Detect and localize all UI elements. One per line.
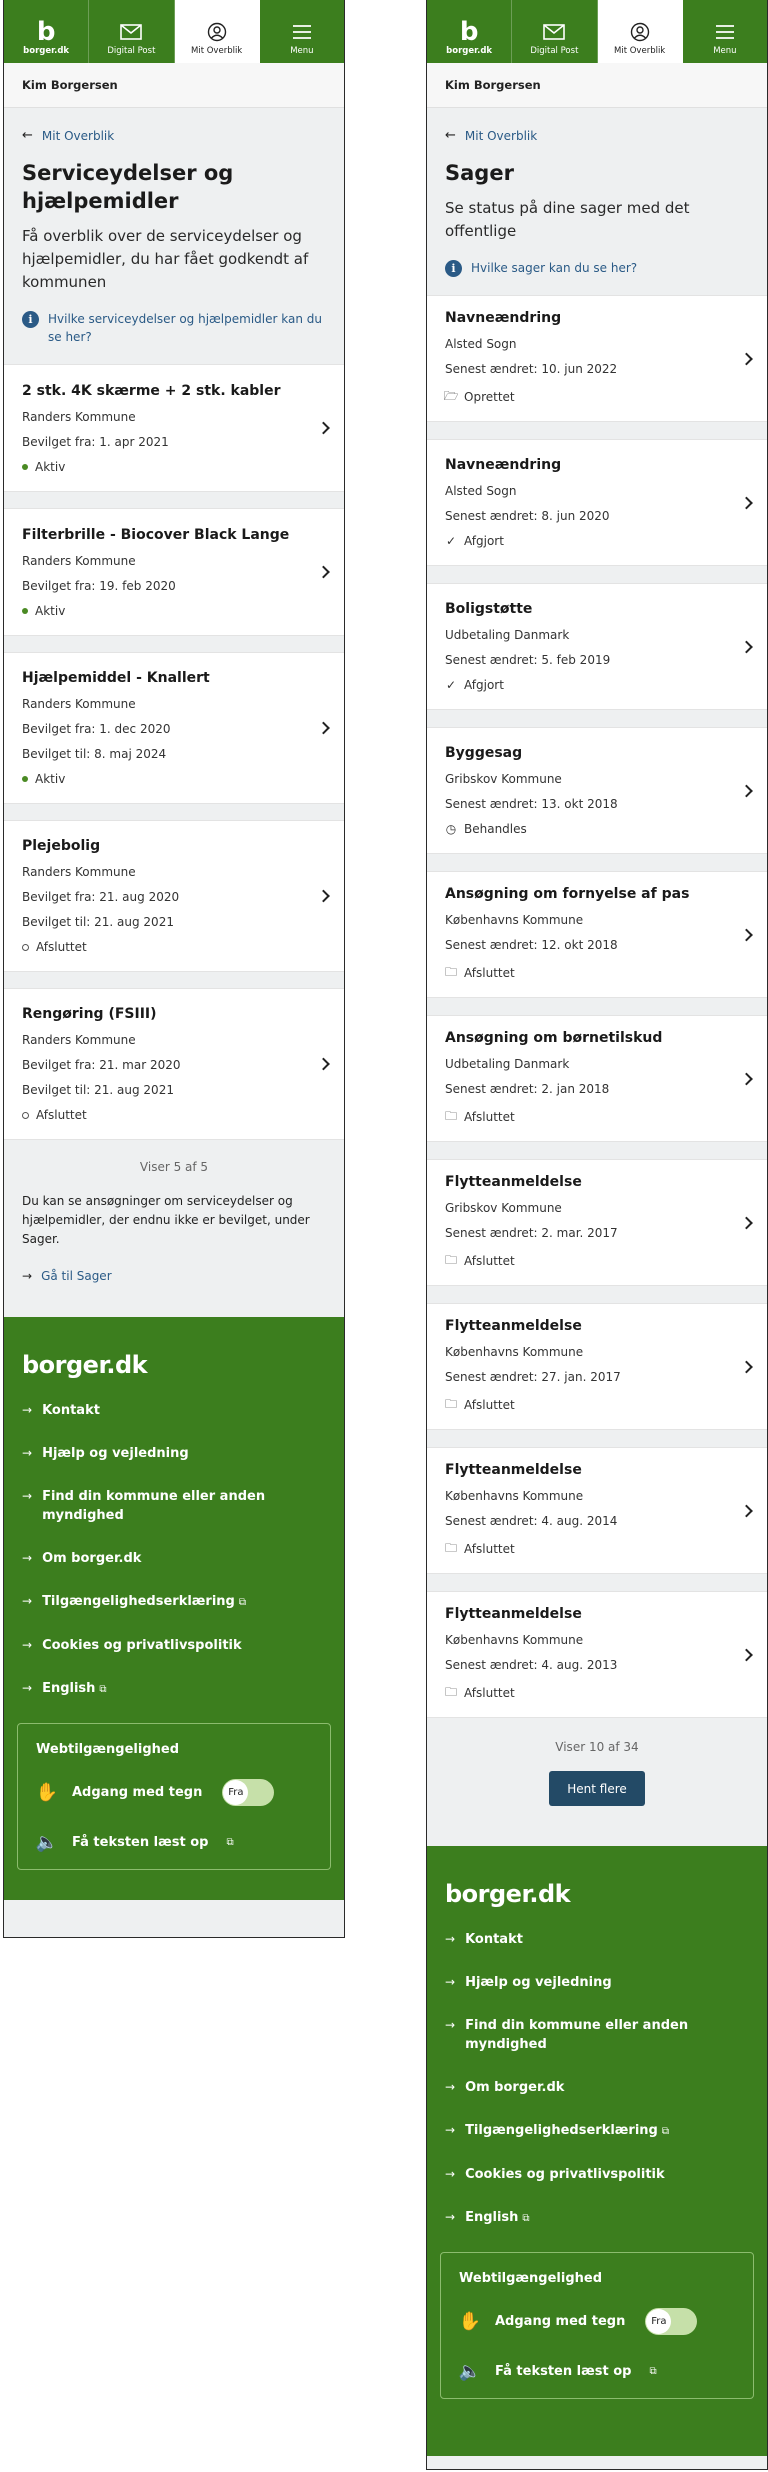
item-to: Bevilget til: 21. aug 2021 bbox=[22, 1083, 174, 1097]
item-org: Randers Kommune bbox=[22, 697, 136, 711]
footer-link-about[interactable] bbox=[22, 1549, 326, 1568]
back-link-label: Mit Overblik bbox=[464, 128, 538, 143]
footer-link-accessibility[interactable] bbox=[22, 1592, 326, 1612]
arrow-right-icon: → bbox=[445, 1975, 456, 1989]
external-link-icon: ⧉ bbox=[99, 1684, 107, 1695]
footer-link-label: Om borger.dk bbox=[465, 2080, 565, 2095]
folder-open-icon: 🗁 bbox=[443, 388, 459, 403]
page-title: Sager bbox=[445, 161, 514, 185]
arrow-left-icon: ← bbox=[445, 128, 456, 143]
item-to: Bevilget til: 21. aug 2021 bbox=[22, 915, 174, 929]
item-org: Gribskov Kommune bbox=[445, 772, 562, 786]
footer-link-label: Kontakt bbox=[465, 1932, 523, 1947]
left-screen bbox=[3, 0, 345, 1938]
footer-link-label: English bbox=[465, 2210, 519, 2225]
list-item[interactable] bbox=[427, 1159, 767, 1286]
status bbox=[445, 1251, 727, 1272]
chevron-right-icon bbox=[740, 1216, 753, 1229]
status-label: Afgjort bbox=[464, 534, 504, 548]
status-label: Afsluttet bbox=[464, 1110, 515, 1124]
list-item[interactable] bbox=[427, 727, 767, 854]
item-changed: Senest ændret: 5. feb 2019 bbox=[445, 653, 611, 667]
result-count: Viser 5 af 5 bbox=[139, 1160, 209, 1174]
item-title: 2 stk. 4K skærme + 2 stk. kabler bbox=[22, 382, 281, 399]
item-title: Navneændring bbox=[445, 457, 562, 473]
footer bbox=[427, 1846, 767, 2456]
services-list bbox=[4, 364, 344, 1140]
chevron-right-icon bbox=[740, 928, 753, 941]
status bbox=[445, 963, 727, 984]
status-label: Afsluttet bbox=[464, 1254, 515, 1268]
item-changed: Senest ændret: 12. okt 2018 bbox=[445, 937, 618, 952]
list-item[interactable] bbox=[427, 295, 767, 422]
footer-link-label: Om borger.dk bbox=[42, 1551, 142, 1566]
back-link[interactable] bbox=[22, 128, 326, 143]
arrow-right-icon: → bbox=[445, 2080, 456, 2094]
nav-digital-post[interactable] bbox=[512, 0, 597, 63]
item-to: Bevilget til: 8. maj 2024 bbox=[22, 747, 167, 761]
closed-dot-icon bbox=[22, 1112, 29, 1119]
nav-home[interactable] bbox=[4, 0, 89, 63]
borger-logo-icon: b bbox=[36, 17, 56, 47]
status bbox=[22, 460, 304, 474]
external-link-icon: ⧉ bbox=[238, 1597, 247, 1608]
intro-section bbox=[427, 108, 767, 295]
item-title: Flytteanmeldelse bbox=[445, 1605, 582, 1622]
footer-link-kontakt[interactable] bbox=[22, 1401, 326, 1420]
read-aloud-row[interactable] bbox=[459, 2361, 735, 2382]
nav-menu[interactable] bbox=[260, 0, 344, 63]
hamburger-icon bbox=[292, 21, 312, 43]
folder-icon: 🗀 bbox=[445, 1396, 458, 1411]
nav-mit-overblik[interactable] bbox=[175, 0, 260, 63]
clock-icon: ◷ bbox=[445, 822, 457, 836]
list-item[interactable] bbox=[4, 508, 344, 636]
item-title: Navneændring bbox=[445, 309, 562, 326]
status bbox=[445, 1539, 727, 1560]
footer-link-label: Kontakt bbox=[42, 1403, 100, 1418]
footer-link-accessibility[interactable] bbox=[445, 2121, 749, 2141]
active-dot-icon bbox=[22, 776, 28, 782]
footer-link-label: Cookies og privatlivspolitik bbox=[465, 2167, 665, 2182]
chevron-right-icon bbox=[317, 890, 330, 903]
sign-language-label: Adgang med tegn bbox=[72, 1785, 203, 1800]
item-org: Københavns Kommune bbox=[445, 1488, 584, 1503]
list-item[interactable] bbox=[4, 652, 344, 804]
status-label: Aktiv bbox=[35, 459, 66, 474]
applications-note: Du kan se ansøgninger om serviceydelser og hjælpemidler, der endnu ikke er bevilget, under Sager. bbox=[22, 1194, 310, 1246]
item-changed: Senest ændret: 10. jun 2022 bbox=[445, 361, 618, 376]
folder-icon: 🗀 bbox=[445, 1684, 458, 1699]
footer-links bbox=[17, 1401, 331, 1699]
status-label: Oprettet bbox=[464, 390, 515, 404]
footer-link-english[interactable] bbox=[22, 1679, 326, 1699]
external-link-icon: ⧉ bbox=[226, 1837, 234, 1848]
speaker-icon: 🔈 bbox=[35, 1832, 59, 1853]
chevron-right-icon bbox=[317, 1058, 330, 1071]
footer-link-cookies[interactable] bbox=[445, 2165, 749, 2184]
back-link[interactable] bbox=[445, 128, 749, 143]
info-link-label: Hvilke sager kan du se her? bbox=[471, 261, 638, 275]
item-org: Københavns Kommune bbox=[445, 912, 584, 927]
chevron-right-icon bbox=[317, 422, 330, 435]
top-navigation bbox=[4, 0, 344, 63]
folder-icon: 🗀 bbox=[445, 964, 458, 979]
item-changed: Senest ændret: 2. jan 2018 bbox=[445, 1081, 610, 1096]
accessibility-box bbox=[17, 1723, 331, 1870]
info-link[interactable] bbox=[22, 310, 326, 346]
nav-home-label: borger.dk bbox=[23, 46, 70, 56]
item-org: Randers Kommune bbox=[22, 409, 136, 424]
active-dot-icon bbox=[22, 608, 28, 614]
list-item[interactable] bbox=[427, 1015, 767, 1142]
user-icon bbox=[207, 21, 227, 43]
arrow-right-icon: → bbox=[22, 1446, 33, 1460]
status bbox=[445, 1395, 727, 1416]
item-title: Flytteanmeldelse bbox=[445, 1461, 582, 1478]
arrow-right-icon: → bbox=[22, 1681, 33, 1695]
sign-language-row[interactable] bbox=[36, 1779, 312, 1806]
intro-section bbox=[4, 108, 344, 364]
item-org: Udbetaling Danmark bbox=[445, 1056, 570, 1071]
footer bbox=[4, 1317, 344, 1900]
arrow-right-icon: → bbox=[445, 2018, 456, 2032]
list-item[interactable] bbox=[4, 820, 344, 972]
item-from: Bevilget fra: 21. aug 2020 bbox=[22, 890, 180, 904]
status bbox=[445, 534, 727, 548]
status bbox=[22, 1108, 304, 1122]
status bbox=[445, 678, 727, 692]
goto-cases-label: Gå til Sager bbox=[41, 1269, 112, 1283]
chevron-right-icon bbox=[740, 496, 753, 509]
status bbox=[445, 387, 727, 408]
footer-link-label: Tilgængelighedserklæring bbox=[42, 1594, 235, 1609]
external-link-icon: ⧉ bbox=[522, 2213, 530, 2224]
item-from: Bevilget fra: 1. apr 2021 bbox=[22, 434, 169, 449]
status bbox=[22, 604, 304, 618]
status bbox=[445, 822, 727, 836]
status-label: Behandles bbox=[464, 822, 527, 836]
item-changed: Senest ændret: 27. jan. 2017 bbox=[445, 1369, 621, 1384]
item-from: Bevilget fra: 19. feb 2020 bbox=[22, 578, 176, 593]
list-item[interactable] bbox=[4, 988, 344, 1140]
footer-link-kontakt[interactable] bbox=[445, 1930, 749, 1949]
folder-icon: 🗀 bbox=[445, 1108, 458, 1123]
nav-menu[interactable] bbox=[683, 0, 767, 63]
status-label: Afsluttet bbox=[36, 940, 87, 954]
page-description: Få overblik over de serviceydelser og hjælpemidler, du har fået godkendt af kommunen bbox=[22, 227, 309, 291]
info-link[interactable] bbox=[445, 259, 749, 277]
item-changed: Senest ændret: 8. jun 2020 bbox=[445, 509, 610, 523]
arrow-right-icon: → bbox=[22, 1638, 33, 1652]
item-changed: Senest ændret: 2. mar. 2017 bbox=[445, 1225, 618, 1240]
chevron-right-icon bbox=[317, 722, 330, 735]
status bbox=[445, 1683, 727, 1704]
accessibility-box bbox=[440, 2252, 754, 2399]
user-name: Kim Borgersen bbox=[4, 63, 344, 108]
chevron-right-icon bbox=[740, 1072, 753, 1085]
sign-language-label: Adgang med tegn bbox=[495, 2314, 626, 2329]
item-title: Byggesag bbox=[445, 745, 523, 761]
footer-link-find-kommune[interactable] bbox=[22, 1487, 326, 1525]
footer-link-help[interactable] bbox=[22, 1444, 326, 1463]
arrow-right-icon: → bbox=[445, 1932, 456, 1946]
item-title: Flytteanmeldelse bbox=[445, 1173, 582, 1190]
cases-list bbox=[427, 295, 767, 1718]
status-label: Afgjort bbox=[464, 678, 504, 692]
item-title: Rengøring (FSIII) bbox=[22, 1006, 157, 1022]
arrow-right-icon: → bbox=[22, 1594, 33, 1608]
item-title: Filterbrille - Biocover Black Lange bbox=[22, 526, 290, 543]
toggle-knob-label: Fra bbox=[646, 2309, 671, 2334]
chevron-right-icon bbox=[317, 566, 330, 579]
nav-digital-post-label: Digital Post bbox=[107, 46, 156, 56]
status-label: Afsluttet bbox=[464, 1398, 515, 1412]
list-item[interactable] bbox=[427, 1303, 767, 1430]
arrow-left-icon: ← bbox=[22, 128, 33, 143]
folder-icon: 🗀 bbox=[445, 1252, 458, 1267]
read-aloud-label: Få teksten læst op bbox=[72, 1835, 209, 1850]
right-screen bbox=[426, 0, 768, 2470]
item-title: Hjælpemiddel - Knallert bbox=[22, 670, 210, 686]
item-org: Alsted Sogn bbox=[445, 336, 517, 351]
item-changed: Senest ændret: 13. okt 2018 bbox=[445, 797, 618, 811]
item-title: Ansøgning om fornyelse af pas bbox=[445, 885, 690, 902]
footer-link-english[interactable] bbox=[445, 2208, 749, 2228]
list-item[interactable] bbox=[427, 1447, 767, 1574]
back-link-label: Mit Overblik bbox=[41, 128, 115, 143]
status-label: Aktiv bbox=[35, 772, 66, 786]
nav-mit-overblik[interactable] bbox=[598, 0, 683, 63]
list-item[interactable] bbox=[427, 1591, 767, 1718]
footer-links bbox=[440, 1930, 754, 2228]
item-changed: Senest ændret: 4. aug. 2014 bbox=[445, 1513, 618, 1528]
closed-dot-icon bbox=[22, 944, 29, 951]
borger-logo-icon: b bbox=[459, 17, 479, 47]
arrow-right-icon: → bbox=[22, 1489, 33, 1503]
external-link-icon: ⧉ bbox=[661, 2126, 670, 2137]
sign-language-toggle[interactable] bbox=[645, 2308, 697, 2335]
item-org: Randers Kommune bbox=[22, 865, 136, 879]
nav-mit-overblik-label: Mit Overblik bbox=[614, 46, 666, 56]
chevron-right-icon bbox=[740, 352, 753, 365]
page-title: Serviceydelser og hjælpemidler bbox=[22, 161, 234, 213]
arrow-right-icon: → bbox=[445, 2123, 456, 2137]
nav-mit-overblik-label: Mit Overblik bbox=[191, 46, 243, 56]
arrow-right-icon: → bbox=[22, 1551, 33, 1565]
item-org: Københavns Kommune bbox=[445, 1632, 584, 1647]
status-label: Aktiv bbox=[35, 603, 66, 618]
list-item[interactable] bbox=[427, 439, 767, 566]
footer-link-label: English bbox=[42, 1681, 96, 1696]
item-org: Udbetaling Danmark bbox=[445, 628, 570, 642]
sign-language-icon: ✋ bbox=[458, 2311, 482, 2332]
folder-icon: 🗀 bbox=[445, 1540, 458, 1555]
item-org: Gribskov Kommune bbox=[445, 1200, 562, 1215]
info-icon: i bbox=[22, 311, 39, 328]
list-item[interactable] bbox=[427, 583, 767, 710]
read-aloud-row[interactable] bbox=[36, 1832, 312, 1853]
footer-link-label: Tilgængelighedserklæring bbox=[465, 2123, 658, 2138]
status-label: Afsluttet bbox=[464, 1542, 515, 1556]
check-icon: ✓ bbox=[445, 678, 457, 692]
footer-link-label: Find din kommune eller anden myndighed bbox=[42, 1489, 266, 1523]
item-title: Boligstøtte bbox=[445, 601, 533, 617]
chevron-right-icon bbox=[740, 1504, 753, 1517]
footer-link-label: Find din kommune eller anden myndighed bbox=[465, 2018, 689, 2052]
item-org: Alsted Sogn bbox=[445, 484, 517, 498]
nav-digital-post[interactable] bbox=[89, 0, 174, 63]
footer-link-about[interactable] bbox=[445, 2078, 749, 2097]
item-title: Ansøgning om børnetilskud bbox=[445, 1029, 663, 1046]
page-description: Se status på dine sager med det offentlige bbox=[445, 199, 690, 240]
list-item[interactable] bbox=[427, 871, 767, 998]
footer-link-help[interactable] bbox=[445, 1973, 749, 1992]
arrow-right-icon: → bbox=[22, 1269, 33, 1283]
chevron-right-icon bbox=[740, 1648, 753, 1661]
footer-logo[interactable]: borger.dk bbox=[445, 1880, 571, 1908]
item-org: Københavns Kommune bbox=[445, 1344, 584, 1359]
envelope-icon bbox=[543, 21, 565, 43]
chevron-right-icon bbox=[740, 1360, 753, 1373]
accessibility-title: Webtilgængelighed bbox=[36, 1742, 180, 1757]
chevron-right-icon bbox=[740, 640, 753, 653]
envelope-icon bbox=[120, 21, 142, 43]
status bbox=[22, 940, 304, 954]
check-icon: ✓ bbox=[445, 534, 457, 548]
item-title: Flytteanmeldelse bbox=[445, 1317, 582, 1334]
footer-link-label: Cookies og privatlivspolitik bbox=[42, 1638, 242, 1653]
nav-home[interactable] bbox=[427, 0, 512, 63]
item-title: Plejebolig bbox=[22, 838, 101, 854]
top-navigation bbox=[427, 0, 767, 63]
arrow-right-icon: → bbox=[445, 2167, 456, 2181]
nav-home-label: borger.dk bbox=[446, 46, 493, 56]
chevron-right-icon bbox=[740, 784, 753, 797]
status-label: Afsluttet bbox=[464, 1686, 515, 1700]
status bbox=[22, 772, 304, 786]
sign-language-icon: ✋ bbox=[35, 1782, 59, 1803]
footer-logo[interactable]: borger.dk bbox=[22, 1351, 148, 1379]
read-aloud-label: Få teksten læst op bbox=[495, 2364, 632, 2379]
nav-menu-label: Menu bbox=[713, 46, 737, 56]
goto-cases-link[interactable] bbox=[4, 1269, 344, 1283]
active-dot-icon bbox=[22, 464, 28, 470]
nav-digital-post-label: Digital Post bbox=[530, 46, 579, 56]
footer-link-cookies[interactable] bbox=[22, 1636, 326, 1655]
result-count: Viser 10 af 34 bbox=[555, 1740, 639, 1754]
external-link-icon: ⧉ bbox=[649, 2366, 657, 2377]
speaker-icon: 🔈 bbox=[458, 2361, 482, 2382]
footer-link-label: Hjælp og vejledning bbox=[42, 1446, 189, 1461]
toggle-knob-label: Fra bbox=[223, 1780, 248, 1805]
footer-link-label: Hjælp og vejledning bbox=[465, 1975, 612, 1990]
status bbox=[445, 1107, 727, 1128]
info-icon: i bbox=[445, 260, 462, 277]
arrow-right-icon: → bbox=[22, 1403, 33, 1417]
item-changed: Senest ændret: 4. aug. 2013 bbox=[445, 1657, 618, 1672]
user-icon bbox=[630, 21, 650, 43]
arrow-right-icon: → bbox=[445, 2210, 456, 2224]
hamburger-icon bbox=[715, 21, 735, 43]
item-from: Bevilget fra: 21. mar 2020 bbox=[22, 1058, 181, 1072]
status-label: Afsluttet bbox=[36, 1108, 87, 1122]
info-link-label: Hvilke serviceydelser og hjælpemidler kan du se her? bbox=[48, 312, 322, 344]
nav-menu-label: Menu bbox=[290, 46, 314, 56]
user-name: Kim Borgersen bbox=[427, 63, 767, 108]
list-item[interactable] bbox=[4, 364, 344, 492]
sign-language-toggle[interactable] bbox=[222, 1779, 274, 1806]
status-label: Afsluttet bbox=[464, 966, 515, 980]
accessibility-title: Webtilgængelighed bbox=[459, 2271, 603, 2286]
item-from: Bevilget fra: 1. dec 2020 bbox=[22, 722, 171, 736]
item-org: Randers Kommune bbox=[22, 553, 136, 568]
footer-link-find-kommune[interactable] bbox=[445, 2016, 749, 2054]
sign-language-row[interactable] bbox=[459, 2308, 735, 2335]
item-org: Randers Kommune bbox=[22, 1033, 136, 1047]
load-more-button[interactable]: Hent flere bbox=[549, 1771, 645, 1806]
